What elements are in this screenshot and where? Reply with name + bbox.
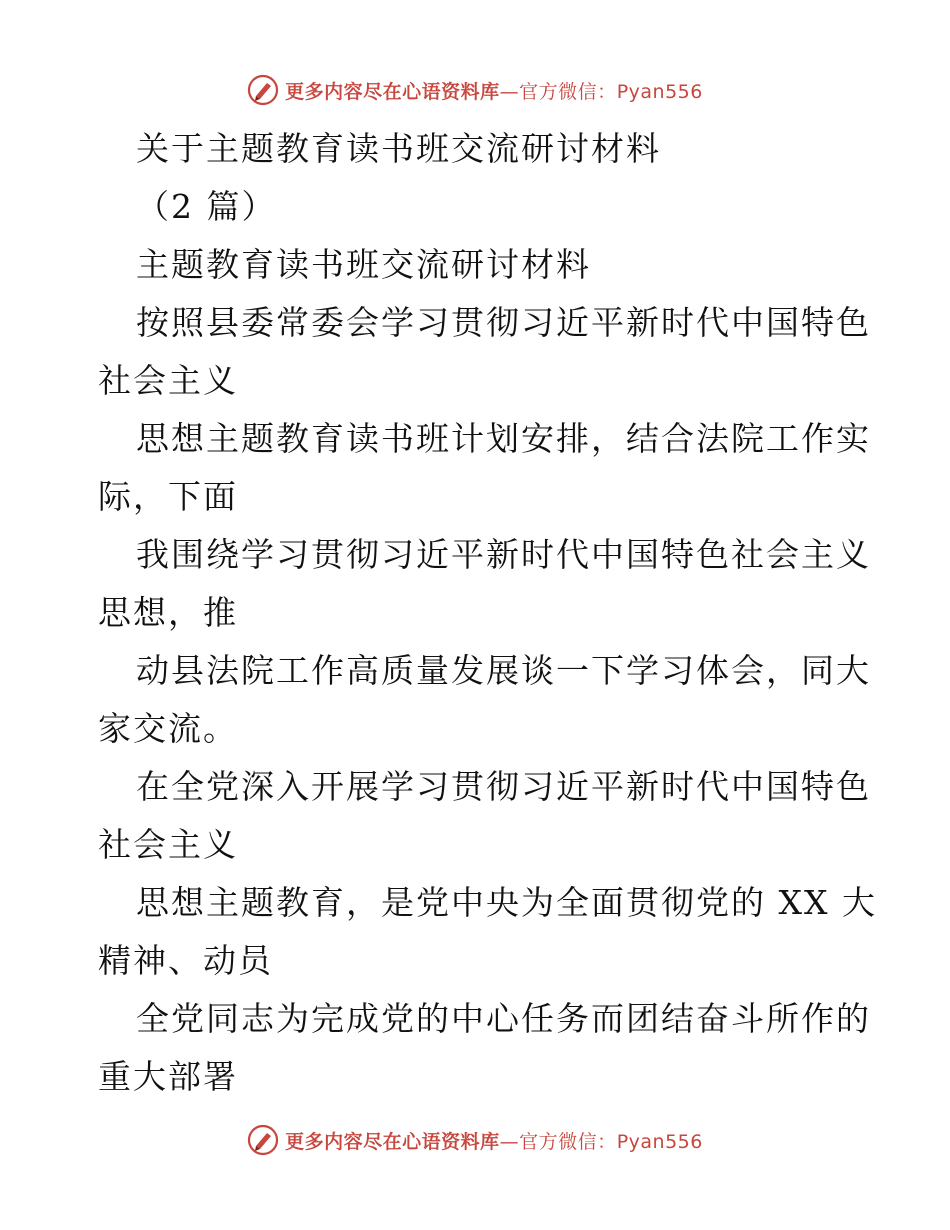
footer-watermark-banner	[0, 1120, 950, 1160]
watermark-wechat-label: 官方微信：	[519, 80, 617, 103]
text-line: 我围绕学习贯彻习近平新时代中国特色社会主义	[136, 535, 871, 574]
watermark-wechat-id: Pyan556	[616, 80, 703, 103]
watermark-wechat-label: 官方微信：	[519, 1130, 617, 1153]
pen-logo-icon	[247, 1124, 279, 1156]
watermark-wechat-id: Pyan556	[616, 1130, 703, 1153]
text-line: 主题教育读书班交流研讨材料	[136, 245, 591, 284]
text-line: （2 篇）	[136, 187, 277, 226]
watermark-separator: —	[499, 80, 520, 103]
watermark-text	[285, 1127, 703, 1154]
watermark-separator: —	[499, 1130, 520, 1153]
text-line: 重大部署	[98, 1057, 238, 1096]
text-line: 精神、动员	[98, 941, 273, 980]
pen-logo-icon	[247, 74, 279, 106]
text-line: 全党同志为完成党的中心任务而团结奋斗所作的	[136, 999, 871, 1038]
text-line: 思想主题教育，是党中央为全面贯彻党的 XX 大	[136, 883, 877, 922]
header-watermark-banner	[0, 70, 950, 110]
text-line: 际，下面	[98, 477, 238, 516]
text-line: 在全党深入开展学习贯彻习近平新时代中国特色	[136, 767, 871, 806]
watermark-main-text: 更多内容尽在心语资料库	[285, 80, 500, 103]
text-line: 思想，推	[98, 593, 238, 632]
watermark-main-text: 更多内容尽在心语资料库	[285, 1130, 500, 1153]
text-line: 家交流。	[98, 709, 238, 748]
text-line: 社会主义	[98, 361, 238, 400]
watermark-text	[285, 77, 703, 104]
document-body	[98, 120, 877, 1106]
text-line: 动县法院工作高质量发展谈一下学习体会，同大	[136, 651, 871, 690]
text-line: 社会主义	[98, 825, 238, 864]
text-line: 按照县委常委会学习贯彻习近平新时代中国特色	[136, 303, 871, 342]
text-line: 思想主题教育读书班计划安排，结合法院工作实	[136, 419, 871, 458]
text-line: 关于主题教育读书班交流研讨材料	[136, 129, 661, 168]
